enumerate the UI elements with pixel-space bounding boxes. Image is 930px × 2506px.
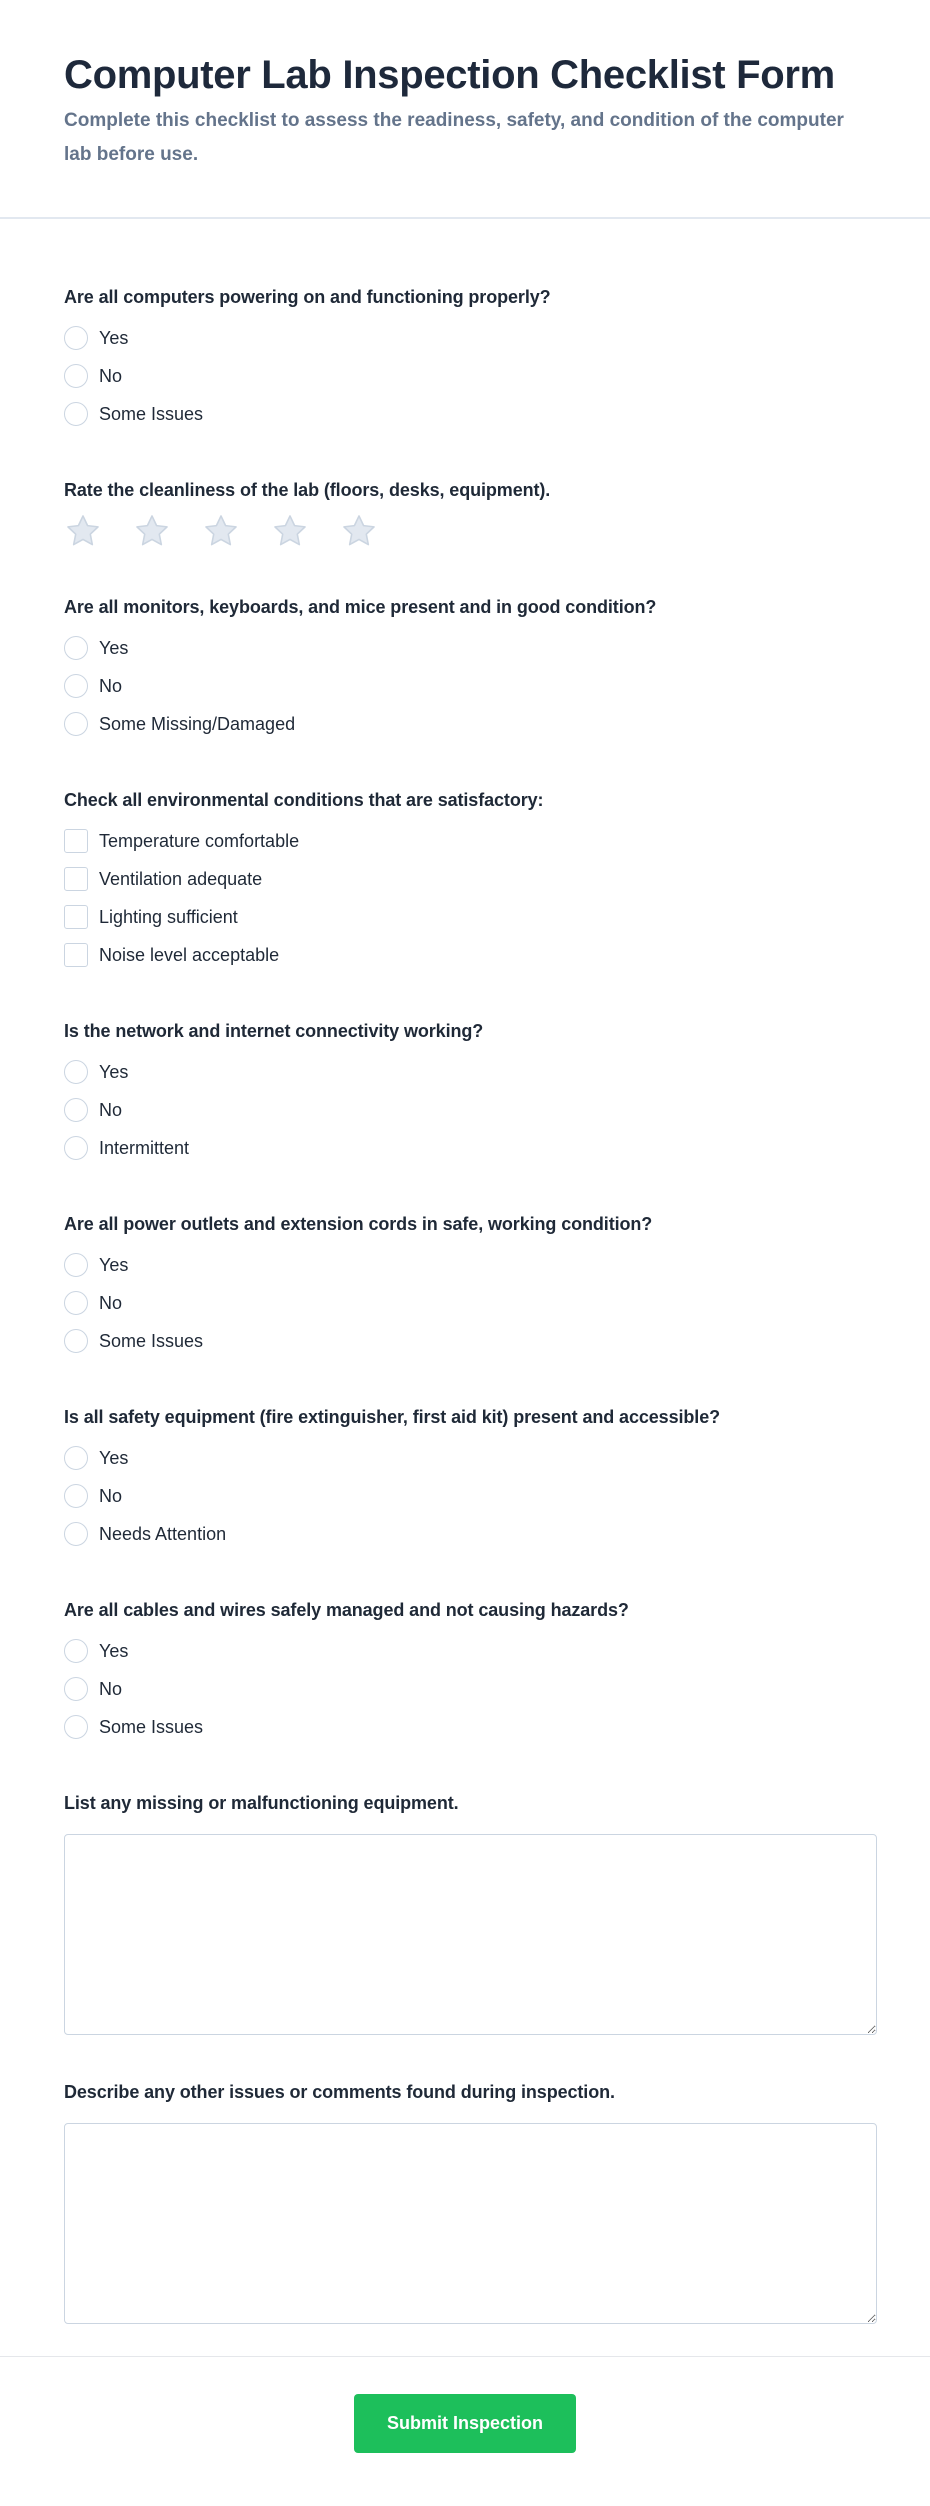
option-label: Lighting sufficient — [99, 906, 238, 927]
radio-input[interactable] — [64, 1522, 88, 1546]
submit-inspection-button[interactable]: Submit Inspection — [354, 2394, 576, 2453]
option-label: Some Issues — [99, 1716, 204, 1737]
radio-option[interactable] — [64, 319, 877, 357]
option-label: No — [99, 1292, 123, 1313]
checkbox-option[interactable] — [64, 860, 877, 898]
question-9 — [64, 1791, 877, 2035]
option-label: Some Issues — [99, 1330, 204, 1351]
radio-input[interactable] — [64, 402, 88, 426]
option-label: Yes — [99, 637, 129, 658]
question-2 — [64, 478, 877, 550]
radio-option[interactable] — [64, 1515, 877, 1553]
option-label: No — [99, 675, 123, 696]
option-label: No — [99, 1099, 123, 1120]
checkbox-input[interactable] — [64, 829, 88, 853]
option-label: Some Missing/Damaged — [99, 713, 296, 734]
option-label: Yes — [99, 1640, 129, 1661]
option-label: Yes — [99, 1061, 129, 1082]
option-label: Temperature comfortable — [99, 830, 300, 851]
radio-option[interactable] — [64, 1439, 877, 1477]
question-label: Check all environmental conditions that are satisfactory: — [64, 790, 544, 810]
radio-option[interactable] — [64, 1670, 877, 1708]
option-label: Ventilation adequate — [99, 868, 263, 889]
radio-input[interactable] — [64, 636, 88, 660]
form-footer — [0, 2356, 930, 2453]
radio-input[interactable] — [64, 1136, 88, 1160]
option-label: No — [99, 1485, 123, 1506]
question-6 — [64, 1212, 877, 1360]
question-label: Are all monitors, keyboards, and mice present and in good condition? — [64, 597, 657, 617]
option-label: Some Issues — [99, 403, 204, 424]
radio-input[interactable] — [64, 1639, 88, 1663]
radio-input[interactable] — [64, 1329, 88, 1353]
radio-input[interactable] — [64, 1291, 88, 1315]
radio-option[interactable] — [64, 1284, 877, 1322]
option-label: No — [99, 365, 123, 386]
radio-option[interactable] — [64, 1091, 877, 1129]
radio-input[interactable] — [64, 1060, 88, 1084]
comment-textarea[interactable] — [64, 1834, 877, 2035]
radio-option[interactable] — [64, 1322, 877, 1360]
checkbox-input[interactable] — [64, 867, 88, 891]
checkbox-input[interactable] — [64, 905, 88, 929]
radio-option[interactable] — [64, 1246, 877, 1284]
radio-option[interactable] — [64, 1129, 877, 1167]
radio-option[interactable] — [64, 1632, 877, 1670]
radio-input[interactable] — [64, 1098, 88, 1122]
question-label: Rate the cleanliness of the lab (floors, desks, equipment). — [64, 480, 551, 500]
radio-option[interactable] — [64, 395, 877, 433]
option-label: Yes — [99, 1254, 129, 1275]
option-label: Yes — [99, 327, 129, 348]
star-icon[interactable] — [271, 512, 309, 550]
question-label: Is all safety equipment (fire extinguisher, first aid kit) present and accessible? — [64, 1407, 721, 1427]
option-label: Noise level acceptable — [99, 944, 280, 965]
star-icon[interactable] — [64, 512, 102, 550]
inspection-form — [0, 219, 930, 2356]
checkbox-option[interactable] — [64, 898, 877, 936]
question-label: Are all power outlets and extension cords in safe, working condition? — [64, 1214, 653, 1234]
comment-textarea[interactable] — [64, 2123, 877, 2324]
radio-option[interactable] — [64, 1708, 877, 1746]
radio-input[interactable] — [64, 1253, 88, 1277]
option-label: Needs Attention — [99, 1523, 227, 1544]
question-5 — [64, 1019, 877, 1167]
question-4 — [64, 788, 877, 974]
radio-input[interactable] — [64, 1446, 88, 1470]
checkbox-input[interactable] — [64, 943, 88, 967]
radio-input[interactable] — [64, 674, 88, 698]
page-subtitle: Complete this checklist to assess the readiness, safety, and condition of the computer lab before use. — [64, 110, 844, 165]
star-icon[interactable] — [133, 512, 171, 550]
radio-input[interactable] — [64, 364, 88, 388]
question-label: List any missing or malfunctioning equipment. — [64, 1793, 459, 1813]
question-8 — [64, 1598, 877, 1746]
option-label: Yes — [99, 1447, 129, 1468]
star-rating — [64, 512, 877, 550]
option-label: Intermittent — [99, 1137, 190, 1158]
radio-option[interactable] — [64, 667, 877, 705]
question-label: Are all cables and wires safely managed and not causing hazards? — [64, 1600, 629, 1620]
checkbox-option[interactable] — [64, 936, 877, 974]
form-header — [0, 0, 930, 219]
question-10 — [64, 2080, 877, 2324]
question-label: Is the network and internet connectivity working? — [64, 1021, 484, 1041]
option-label: No — [99, 1678, 123, 1699]
radio-input[interactable] — [64, 1677, 88, 1701]
question-label: Describe any other issues or comments found during inspection. — [64, 2082, 615, 2102]
star-icon[interactable] — [340, 512, 378, 550]
page-title: Computer Lab Inspection Checklist Form — [64, 53, 835, 97]
radio-input[interactable] — [64, 712, 88, 736]
question-3 — [64, 595, 877, 743]
star-icon[interactable] — [202, 512, 240, 550]
radio-input[interactable] — [64, 1484, 88, 1508]
question-1 — [64, 285, 877, 433]
radio-option[interactable] — [64, 629, 877, 667]
question-label: Are all computers powering on and functioning properly? — [64, 287, 551, 307]
radio-input[interactable] — [64, 326, 88, 350]
checkbox-option[interactable] — [64, 822, 877, 860]
radio-option[interactable] — [64, 1477, 877, 1515]
radio-input[interactable] — [64, 1715, 88, 1739]
radio-option[interactable] — [64, 705, 877, 743]
radio-option[interactable] — [64, 357, 877, 395]
radio-option[interactable] — [64, 1053, 877, 1091]
question-7 — [64, 1405, 877, 1553]
